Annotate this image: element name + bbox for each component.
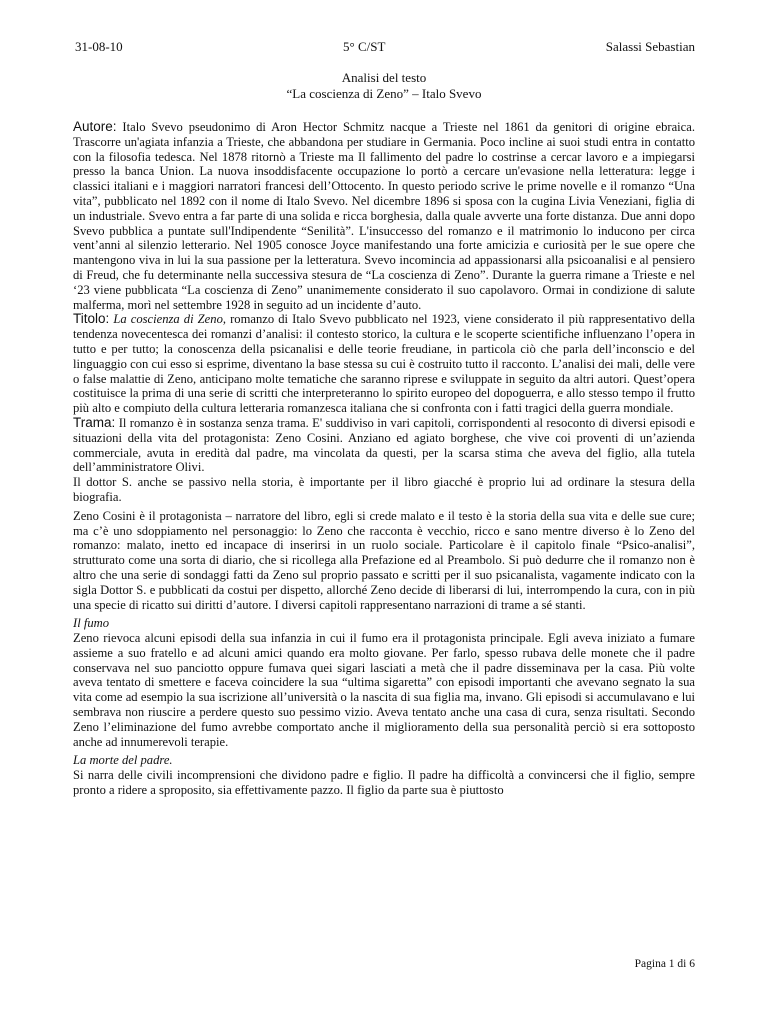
page-header bbox=[75, 39, 695, 55]
document-body bbox=[73, 120, 695, 970]
titolo-text: , romanzo di Italo Svevo pubblicato nel 1923, viene considerato il più rappresentativo della tendenza novecentesca dei romanzi d’analisi: il contesto storico, la cultura e le scoperte scientifiche influenzano l’opera in tutto e per tutto; la conoscenza della psicanalisi e delle teorie freudiane, in particola ciò che parla dell’inconscio e del linguaggio con cui esso si esprime, diventano la base stessa su cui è costruito tutto il racconto. L’analisi dei mali, delle vere o false malattie di Zeno, anticipano molte tematiche che saranno riprese e sviluppate in seguito da altri autori. Quest’opera costituisce la prima di una serie di scritti che interpreteranno lo spirito europeo del dopoguerra, e allo stesso tempo il frutto più alto e compiuto della cultura letteraria romanzesca italiana che si confronta con i fatti tragici della guerra mondiale. bbox=[73, 312, 695, 416]
label-trama: Trama: bbox=[73, 414, 116, 430]
section-titolo bbox=[73, 312, 695, 416]
label-titolo: Titolo: bbox=[73, 311, 110, 327]
fumo-text: Zeno rievoca alcuni episodi della sua infanzia in cui il fumo era il protagonista principale. Egli aveva iniziato a fumare assieme a suo fratello e ad alcuni amici quando era molto giovane. Per farlo, spesso rubava delle monete che il padre conservava nel suo panciotto oppure fumava quei sigari lasciati a metà che il padre disseminava per la casa. Più volte aveva tentato di smettere e faceva coincidere la sua “ultima sigaretta” con episodi importanti che avevano segnato la sua vita come ad esempio la sua iscrizione all’università o la nascita di sua figlia ma, invano. Gli episodi si accumulavano e lui sembrava non riuscire a perdere questo suo pessimo vizio. Aveva tentato anche una casa di cura, senza risultati. Secondo Zeno l’eliminazione del fumo avrebbe comportato anche il miglioramento della sua personalità perciò si era sottoposto anche ad innumerevoli terapie. bbox=[73, 631, 695, 749]
page-number: Pagina 1 di 6 bbox=[634, 958, 695, 970]
title-line-1: Analisi del testo bbox=[341, 70, 427, 85]
heading-fumo: Il fumo bbox=[73, 616, 110, 631]
trama-p3: Zeno Cosini è il protagonista – narratore del libro, egli si crede malato e il testo è la storia della sua vita e delle sue cure; ma c’è uno sdoppiamento nel personaggio: lo Zeno che racconta è vecchio, ricco e sano mentre diverso è lo Zeno del romanzo: malato, inetto ed incapace di inserirsi in un ruolo sociale. Particolare è il capitolo finale “Psico-analisi”, strutturato come una sorta di diario, che si ricollega alla Prefazione ed al Preambolo. Si può dedurre che il romanzo non è altro che una serie di sondaggi fatti da Zeno sul proprio passato e scritti per il suo psicanalista, vagamente indicato con la sigla Dottor S. e pubblicati da costui per dispetto, allorché Zeno decide di liberarsi di lui, interrompendo la cura, con in più una specie di ricatto sui diritti d’autore. I diversi capitoli rappresentano narrazioni di trame a sé stanti. bbox=[73, 508, 695, 612]
header-date: 31-08-10 bbox=[75, 39, 123, 54]
trama-text-1: Il romanzo è in sostanza senza trama. E' suddiviso in vari capitoli, corrispondenti al resoconto di diversi episodi e situazioni della vita del protagonista: Zeno Cosini. Anziano ed agiato borghese, che vive coi proventi di un’azienda commerciale, avuta in eredità dal padre, ma vincolata da questi, per la scarsa stima che aveva del figlio, alla tutela dell’amministratore Olivi. bbox=[73, 415, 695, 475]
section-autore bbox=[73, 120, 695, 312]
trama-p1 bbox=[73, 416, 695, 475]
section-trama bbox=[73, 416, 695, 798]
document-titles bbox=[0, 70, 768, 102]
heading-padre: La morte del padre. bbox=[73, 753, 173, 768]
padre-text: Si narra delle civili incomprensioni che dividono padre e figlio. Il padre ha difficoltà a convincersi che il figlio, sempre pronto a ridere a sproposito, sia effettivamente pazzo. Il figlio da parte sua è piuttosto bbox=[73, 768, 695, 798]
header-class: 5° C/ST bbox=[343, 39, 386, 54]
trama-p2: Il dottor S. anche se passivo nella storia, è importante per il libro giacché è proprio lui ad ordinare la stesura della biografia. bbox=[73, 475, 695, 504]
titolo-book: La coscienza di Zeno bbox=[113, 312, 223, 327]
header-author: Salassi Sebastian bbox=[605, 39, 695, 54]
label-autore: Autore: bbox=[73, 120, 117, 134]
autore-text: Italo Svevo pseudonimo di Aron Hector Schmitz nacque a Trieste nel 1861 da genitori di origine ebraica. Trascorre un'agiata infanzia a Trieste, che abbandona per studiare in Germania. Poco incline ai suoi studi entra in contatto con la filosofia tedesca. Nel 1878 ritornò a Trieste ma Il fallimento del padre lo costrinse a cercar lavoro e a impiegarsi presso la banca Union. La nuova insoddisfacente occupazione lo portò a cercare un'evasione nella letteratura: legge i classici italiani e i maggiori narratori francesi dell’Ottocento. In questo periodo scrive le prime novelle e il romanzo “Una vita”, pubblicato nel 1892 con il nome di Italo Svevo. Nel dicembre 1896 si sposa con la cugina Livia Veneziani, figlia di un industriale. Svevo entra a far parte di una solida e ricca borghesia, dalla quale avverte una forte distanza. Due anni dopo Svevo pubblica a puntate sull'Indipendente “Senilità”. L'insuccesso del romanzo e il matrimonio lo inducono per circa vent’anni al silenzio letterario. Nel 1905 conosce Joyce manifestando una forte amicizia e curiosità per le sue opere che mantengono viva in lui la sua passione per la letteratura. Svevo incomincia ad appassionarsi alla psicoanalisi e al pensiero di Freud, che fu determinante nella successiva stesura de “La coscienza di Zeno”. Durante la guerra rimane a Trieste e nel ‘23 viene pubblicata “La coscienza di Zeno” unanimemente considerato il suo capolavoro. Ormai in condizione di salute malferma, morì nel settembre 1928 in seguito ad un incidente d’auto. bbox=[73, 120, 695, 312]
title-line-2: “La coscienza di Zeno” – Italo Svevo bbox=[286, 86, 482, 101]
